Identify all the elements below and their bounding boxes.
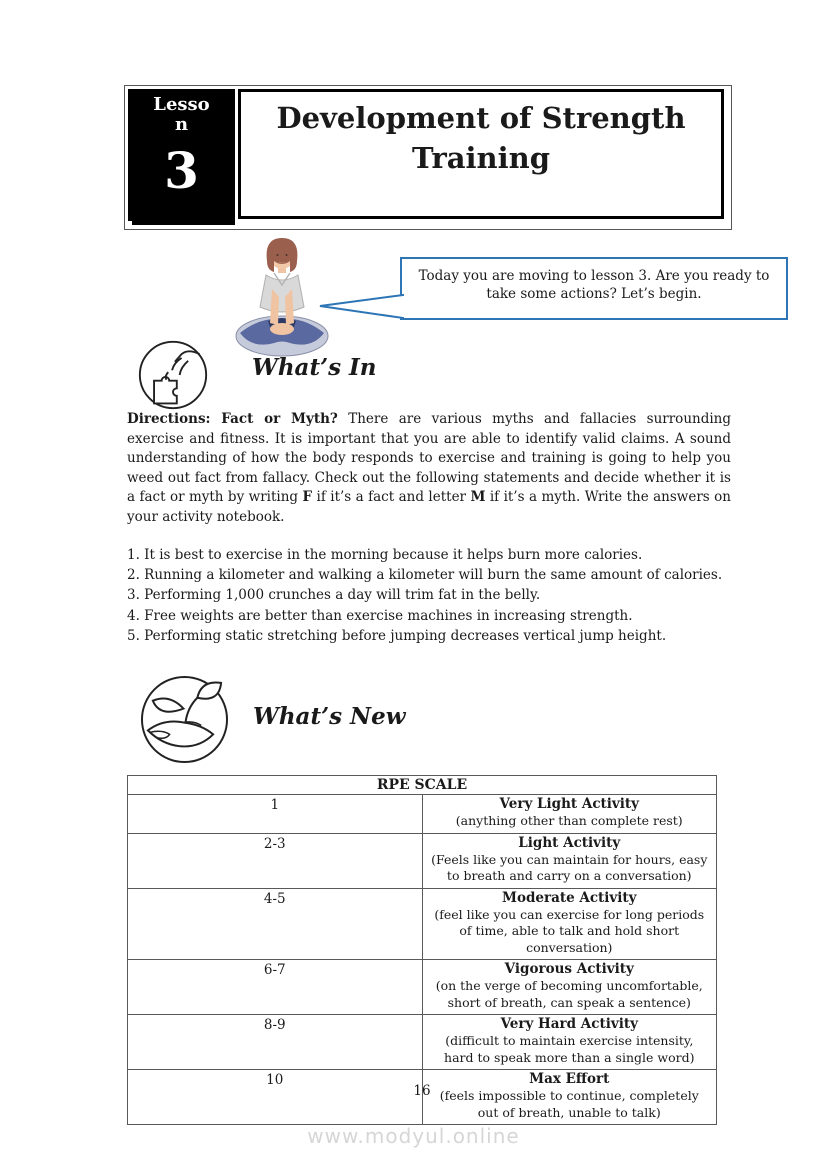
scale-cell: 1 bbox=[128, 795, 423, 834]
scale-cell: 10 bbox=[128, 1070, 423, 1125]
table-title: RPE SCALE bbox=[128, 776, 717, 795]
directions-paragraph: Directions: Fact or Myth? There are various myths and fallacies surrounding exercise and fitness. It is important that you are able to identify valid claims. A sound understanding of how the body responds to exercise and training is going to help you weed out fact from fallacy. Check out the following statements and decide whether it is a fact or myth by writing F if it’s a fact and letter M if it’s a myth. Write the answers on your activity notebook. bbox=[127, 411, 731, 525]
scale-cell: 4-5 bbox=[128, 888, 423, 960]
lesson-label: Lesso n bbox=[153, 94, 210, 135]
activity-title: Moderate Activity bbox=[502, 889, 637, 906]
scale-cell: 8-9 bbox=[128, 1015, 423, 1070]
speech-bubble bbox=[400, 257, 788, 320]
activity-title: Light Activity bbox=[518, 834, 621, 851]
activity-title: Very Light Activity bbox=[499, 796, 639, 812]
activity-title: Vigorous Activity bbox=[504, 961, 634, 977]
statement-item: 4. Free weights are better than exercise machines in increasing strength. bbox=[127, 607, 633, 624]
letter-f: F bbox=[302, 489, 313, 505]
activity-desc: (on the verge of becoming uncomfortable, short of breath, can speak a sentence) bbox=[435, 978, 703, 1010]
table-row bbox=[128, 960, 717, 1015]
page-number: 16 bbox=[413, 1083, 431, 1099]
whats-new-heading: What’s New bbox=[253, 703, 406, 730]
table-row bbox=[128, 888, 717, 960]
activity-desc: (Feels like you can maintain for hours, easy to breath and carry on a conversation) bbox=[431, 851, 708, 883]
lesson-number: 3 bbox=[164, 141, 199, 200]
scale-cell: 6-7 bbox=[128, 960, 423, 1015]
statement-item: 5. Performing static stretching before jumping decreases vertical jump height. bbox=[127, 627, 667, 644]
statement-item: 2. Running a kilometer and walking a kilometer will burn the same amount of calories. bbox=[127, 567, 723, 584]
activity-cell bbox=[422, 888, 717, 960]
activity-cell bbox=[422, 960, 717, 1015]
watermark: www.modyul.online bbox=[307, 1124, 520, 1148]
puzzle-hand-icon bbox=[137, 339, 209, 411]
lesson-title-box bbox=[238, 89, 724, 219]
table-header-row bbox=[128, 776, 717, 795]
table-row bbox=[128, 1015, 717, 1070]
whats-in-heading: What’s In bbox=[252, 354, 377, 381]
activity-desc: (feels impossible to continue, completely out of breath, unable to talk) bbox=[439, 1088, 699, 1120]
activity-desc: (feel like you can exercise for long periods of time, able to talk and hold short conversation) bbox=[434, 906, 705, 955]
seedling-hand-icon bbox=[140, 675, 229, 764]
statement-item: 3. Performing 1,000 crunches a day will trim fat in the belly. bbox=[127, 587, 541, 604]
scale-cell: 2-3 bbox=[128, 833, 423, 888]
speech-bubble-text: Today you are moving to lesson 3. Are you ready to take some actions? Let’s begin. bbox=[418, 268, 770, 302]
rpe-table bbox=[127, 775, 717, 1125]
statement-item: 1. It is best to exercise in the morning because it helps burn more calories. bbox=[127, 547, 643, 563]
fact-or-myth-list bbox=[127, 545, 733, 646]
activity-cell bbox=[422, 833, 717, 888]
table-row bbox=[128, 795, 717, 834]
seated-woman-illustration bbox=[232, 237, 332, 359]
speech-bubble-pointer bbox=[318, 291, 404, 322]
table-row bbox=[128, 833, 717, 888]
activity-title: Max Effort bbox=[529, 1071, 610, 1087]
letter-m: M bbox=[470, 489, 486, 505]
activity-cell bbox=[422, 795, 717, 834]
activity-desc: (difficult to maintain exercise intensity, hard to speak more than a single word) bbox=[444, 1033, 695, 1065]
activity-cell bbox=[422, 1015, 717, 1070]
activity-title: Very Hard Activity bbox=[500, 1016, 638, 1032]
page-title: Development of Strength Training bbox=[276, 101, 686, 175]
directions-lead: Directions: Fact or Myth? bbox=[127, 411, 338, 427]
lesson-number-box bbox=[128, 89, 235, 221]
activity-desc: (anything other than complete rest) bbox=[455, 813, 683, 828]
